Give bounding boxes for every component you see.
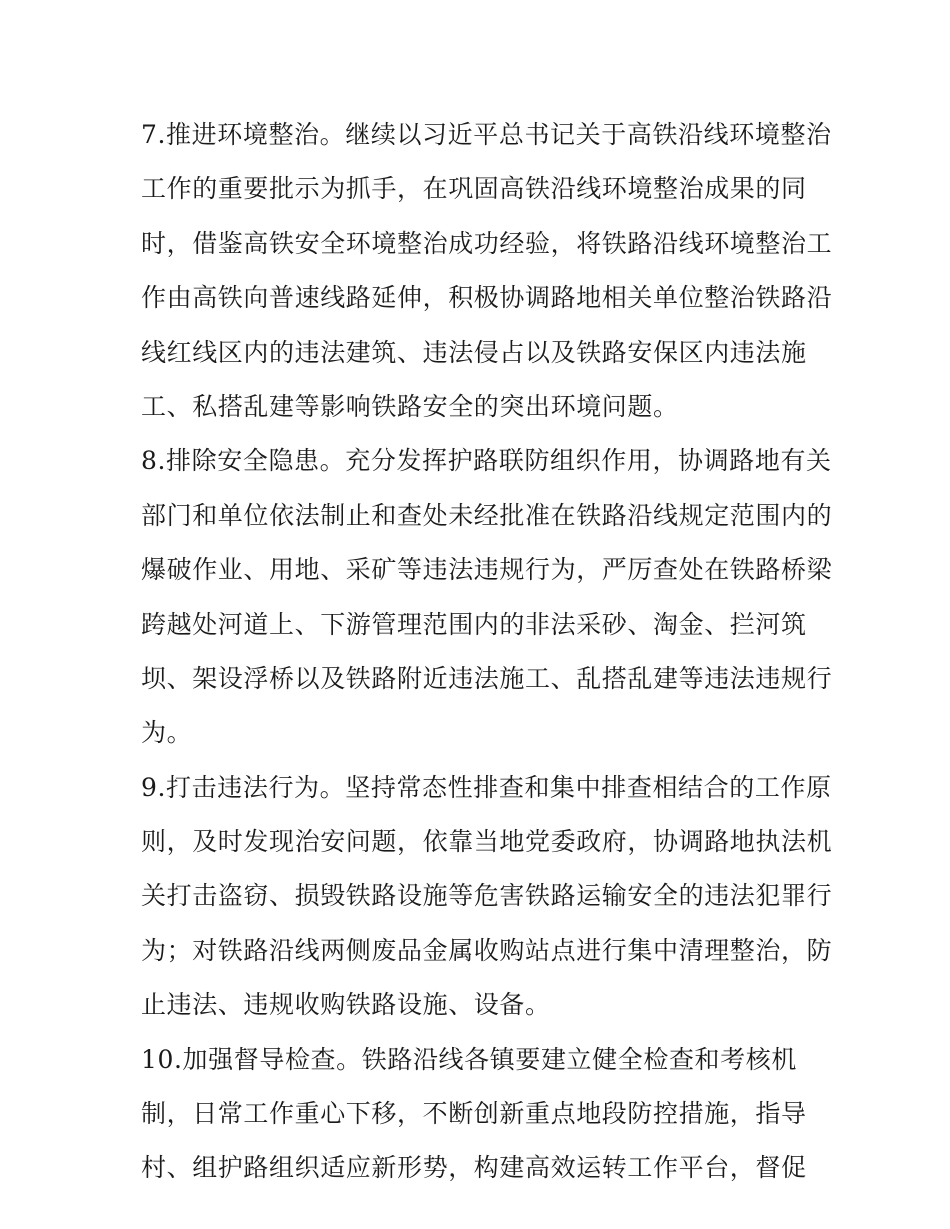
text-line: 坝、架设浮桥以及铁路附近违法施工、乱搭乱建等违法违规行: [141, 663, 833, 693]
text-line: 工、私搭乱建等影响铁路安全的突出环境问题。: [141, 391, 679, 421]
text-line: 部门和单位依法制止和查处未经批准在铁路沿线规定范围内的: [141, 500, 833, 530]
text-line: 工作的重要批示为抓手，在巩固高铁沿线环境整治成果的同: [141, 174, 807, 204]
text-line: 作由高铁向普速线路延伸，积极协调路地相关单位整治铁路沿: [141, 283, 833, 313]
text-line: 村、组护路组织适应新形势，构建高效运转工作平台，督促: [141, 1153, 807, 1183]
text-line: 8.排除安全隐患。充分发挥护路联防组织作用，协调路地有关: [141, 446, 832, 476]
text-line: 时，借鉴高铁安全环境整治成功经验，将铁路沿线环境整治工: [141, 228, 833, 258]
text-line: 9.打击违法行为。坚持常态性排查和集中排查相结合的工作原: [141, 772, 832, 802]
text-line: 跨越处河道上、下游管理范围内的非法采砂、淘金、拦河筑: [141, 609, 807, 639]
text-line: 止违法、违规收购铁路设施、设备。: [141, 990, 551, 1020]
text-line: 10.加强督导检查。铁路沿线各镇要建立健全检查和考核机: [141, 1044, 797, 1074]
text-line: 线红线区内的违法建筑、违法侵占以及铁路安保区内违法施: [141, 337, 807, 367]
text-line: 为。: [141, 718, 193, 748]
text-line: 爆破作业、用地、采矿等违法违规行为，严厉查处在铁路桥梁: [141, 555, 833, 585]
text-line: 为；对铁路沿线两侧废品金属收购站点进行集中清理整治，防: [141, 935, 833, 965]
text-line: 则，及时发现治安问题，依靠当地党委政府，协调路地执法机: [141, 827, 833, 857]
text-line: 7.推进环境整治。继续以习近平总书记关于高铁沿线环境整治: [141, 120, 832, 149]
document-body: [141, 108, 833, 1196]
text-line: 制，日常工作重心下移，不断创新重点地段防控措施，指导: [141, 1099, 807, 1129]
text-line: 关打击盗窃、损毁铁路设施等危害铁路运输安全的违法犯罪行: [141, 881, 833, 911]
